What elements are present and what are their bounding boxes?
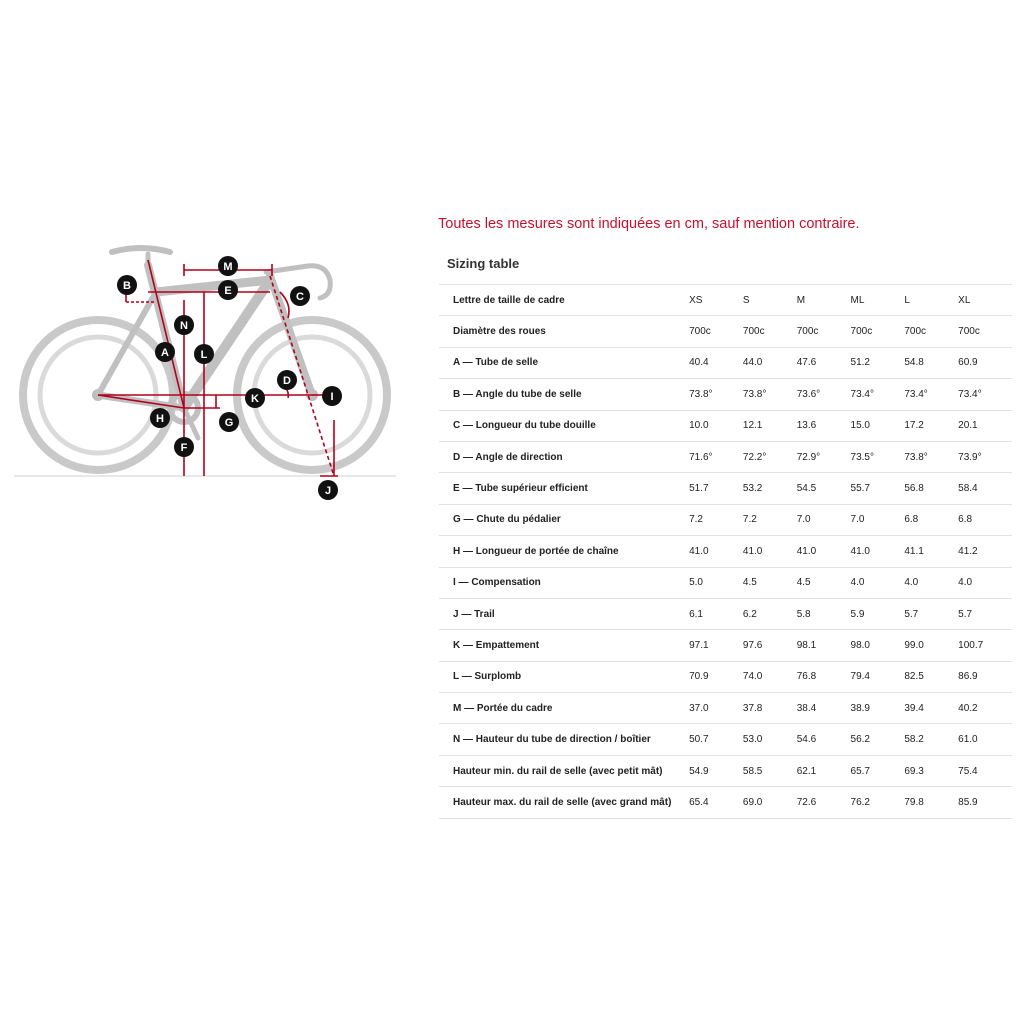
marker-G [219,412,239,432]
table-cell: 73.5° [851,441,905,472]
table-cell: 38.9 [851,693,905,724]
marker-J-label: J [324,485,332,497]
marker-E [218,280,238,300]
table-cell: 51.7 [689,473,743,504]
row-label: K — Empattement [439,630,689,661]
row-label: I — Compensation [439,567,689,598]
header-size-l: L [904,285,958,316]
table-cell: 700c [797,316,851,347]
table-cell: 4.0 [904,567,958,598]
table-cell: 58.5 [743,755,797,786]
table-cell: 5.7 [904,598,958,629]
bike-geometry-diagram [8,240,408,510]
table-cell: 98.0 [851,630,905,661]
bike-frame [98,248,330,438]
row-label: D — Angle de direction [439,441,689,472]
marker-I [322,386,342,406]
row-label: B — Angle du tube de selle [439,379,689,410]
row-label: Hauteur max. du rail de selle (avec grand mât) [439,787,689,818]
table-row [439,473,1012,504]
table-cell: 41.1 [904,536,958,567]
table-cell: 100.7 [958,630,1012,661]
table-cell: 82.5 [904,661,958,692]
table-header-row [439,285,1012,316]
table-cell: 4.0 [851,567,905,598]
header-size-xs: XS [689,285,743,316]
table-cell: 98.1 [797,630,851,661]
table-cell: 7.2 [743,504,797,535]
table-cell: 40.2 [958,693,1012,724]
table-cell: 15.0 [851,410,905,441]
table-cell: 700c [689,316,743,347]
table-cell: 41.0 [689,536,743,567]
table-row [439,536,1012,567]
table-row [439,379,1012,410]
table-cell: 97.1 [689,630,743,661]
table-cell: 79.4 [851,661,905,692]
row-label: Hauteur min. du rail de selle (avec petit mât) [439,755,689,786]
header-size-ml: ML [851,285,905,316]
table-cell: 13.6 [797,410,851,441]
table-cell: 69.0 [743,787,797,818]
marker-D-label: D [283,375,291,387]
table-row [439,441,1012,472]
table-cell: 40.4 [689,347,743,378]
table-cell: 12.1 [743,410,797,441]
marker-M [218,256,238,276]
table-cell: 700c [743,316,797,347]
table-cell: 54.6 [797,724,851,755]
table-cell: 700c [958,316,1012,347]
bike-geometry-svg [8,240,408,510]
header-size-m: M [797,285,851,316]
table-row [439,598,1012,629]
marker-F [174,437,194,457]
table-row [439,787,1012,818]
table-cell: 54.5 [797,473,851,504]
marker-M-label: M [223,261,233,273]
marker-K [245,388,265,408]
row-label: C — Longueur du tube douille [439,410,689,441]
marker-N [174,315,194,335]
table-cell: 54.8 [904,347,958,378]
table-cell: 73.4° [958,379,1012,410]
marker-E-label: E [224,285,232,297]
table-cell: 37.8 [743,693,797,724]
table-cell: 71.6° [689,441,743,472]
table-row [439,316,1012,347]
marker-K-label: K [251,393,259,405]
table-cell: 6.2 [743,598,797,629]
table-cell: 4.0 [958,567,1012,598]
table-cell: 55.7 [851,473,905,504]
marker-F-label: F [180,442,188,454]
table-cell: 97.6 [743,630,797,661]
table-cell: 5.9 [851,598,905,629]
table-row [439,755,1012,786]
table-cell: 62.1 [797,755,851,786]
table-title: Sizing table [447,256,520,271]
table-cell: 6.8 [958,504,1012,535]
marker-A-label: A [161,347,169,359]
table-cell: 58.4 [958,473,1012,504]
table-cell: 79.8 [904,787,958,818]
table-row [439,504,1012,535]
row-label: N — Hauteur du tube de direction / boîtier [439,724,689,755]
table-cell: 5.8 [797,598,851,629]
marker-I-label: I [330,391,334,403]
row-label: A — Tube de selle [439,347,689,378]
marker-C-label: C [296,291,304,303]
row-label: Diamètre des roues [439,316,689,347]
table-cell: 53.0 [743,724,797,755]
table-cell: 37.0 [689,693,743,724]
table-body [439,316,1012,818]
table-cell: 44.0 [743,347,797,378]
row-label: L — Surplomb [439,661,689,692]
table-row [439,410,1012,441]
table-cell: 41.2 [958,536,1012,567]
table-cell: 73.8° [689,379,743,410]
table-row [439,630,1012,661]
table-cell: 73.4° [904,379,958,410]
marker-G-label: G [224,417,234,429]
table-cell: 17.2 [904,410,958,441]
table-row [439,693,1012,724]
row-label: M — Portée du cadre [439,693,689,724]
table-cell: 6.1 [689,598,743,629]
table-cell: 20.1 [958,410,1012,441]
table-cell: 7.0 [851,504,905,535]
table-cell: 6.8 [904,504,958,535]
table-cell: 74.0 [743,661,797,692]
table-cell: 61.0 [958,724,1012,755]
marker-B [117,275,137,295]
table-cell: 60.9 [958,347,1012,378]
table-cell: 51.2 [851,347,905,378]
table-cell: 73.9° [958,441,1012,472]
table-cell: 7.0 [797,504,851,535]
table-cell: 38.4 [797,693,851,724]
table-cell: 75.4 [958,755,1012,786]
marker-L-label: L [200,349,208,361]
marker-J [318,480,338,500]
table-cell: 73.6° [797,379,851,410]
row-label: H — Longueur de portée de chaîne [439,536,689,567]
units-notice: Toutes les mesures sont indiquées en cm, sauf mention contraire. [438,216,860,232]
table-row [439,567,1012,598]
marker-L [194,344,214,364]
table-cell: 4.5 [797,567,851,598]
table-cell: 41.0 [851,536,905,567]
table-cell: 65.7 [851,755,905,786]
header-size-s: S [743,285,797,316]
table-cell: 5.0 [689,567,743,598]
table-cell: 85.9 [958,787,1012,818]
table-cell: 86.9 [958,661,1012,692]
table-cell: 41.0 [743,536,797,567]
row-label: J — Trail [439,598,689,629]
table-row [439,347,1012,378]
table-cell: 56.8 [904,473,958,504]
table-cell: 700c [904,316,958,347]
row-label: E — Tube supérieur efficient [439,473,689,504]
marker-N-label: N [180,320,188,332]
table-cell: 54.9 [689,755,743,786]
table-cell: 65.4 [689,787,743,818]
marker-C [290,286,310,306]
row-label: G — Chute du pédalier [439,504,689,535]
table-cell: 73.4° [851,379,905,410]
table-cell: 58.2 [904,724,958,755]
marker-B-label: B [123,280,131,292]
header-size-xl: XL [958,285,1012,316]
marker-H [150,408,170,428]
table-cell: 50.7 [689,724,743,755]
marker-D [277,370,297,390]
table-cell: 47.6 [797,347,851,378]
table-cell: 53.2 [743,473,797,504]
table-cell: 73.8° [743,379,797,410]
table-cell: 72.9° [797,441,851,472]
table-cell: 10.0 [689,410,743,441]
marker-A [155,342,175,362]
table-cell: 70.9 [689,661,743,692]
table-cell: 76.8 [797,661,851,692]
table-cell: 56.2 [851,724,905,755]
table-cell: 700c [851,316,905,347]
table-cell: 72.2° [743,441,797,472]
table-cell: 4.5 [743,567,797,598]
table-row [439,661,1012,692]
table-cell: 7.2 [689,504,743,535]
sizing-table [439,284,1012,819]
table-cell: 73.8° [904,441,958,472]
header-frame-size: Lettre de taille de cadre [439,285,689,316]
marker-H-label: H [156,413,164,425]
table-cell: 76.2 [851,787,905,818]
table-cell: 69.3 [904,755,958,786]
table-cell: 41.0 [797,536,851,567]
table-cell: 99.0 [904,630,958,661]
table-cell: 72.6 [797,787,851,818]
table-row [439,724,1012,755]
table-cell: 39.4 [904,693,958,724]
table-cell: 5.7 [958,598,1012,629]
